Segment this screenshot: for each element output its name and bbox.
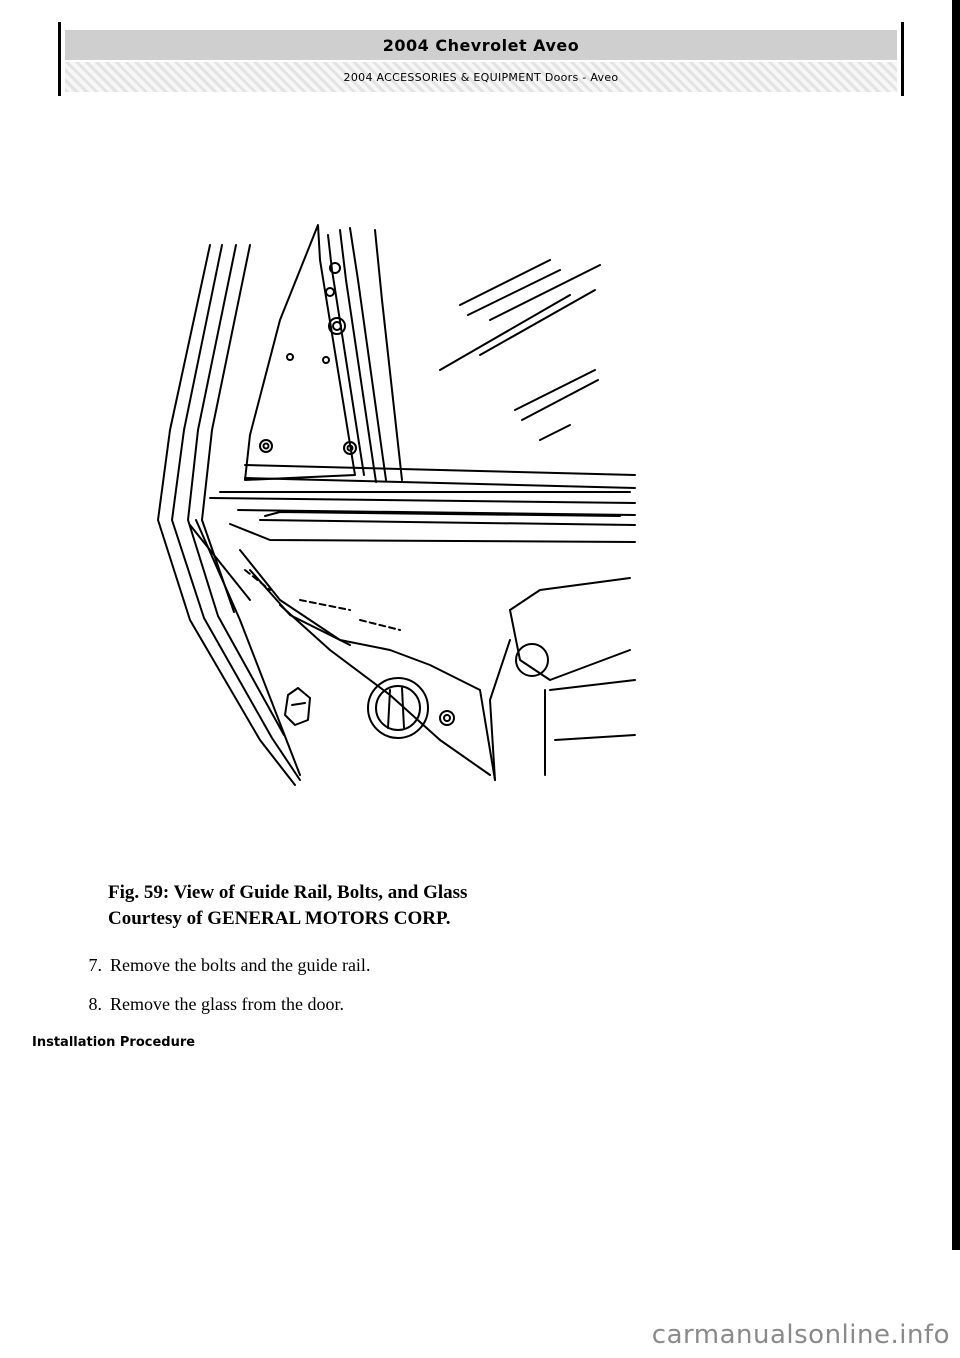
- page-header: [58, 22, 904, 96]
- figure-caption-credit: Courtesy of GENERAL MOTORS CORP.: [108, 908, 451, 929]
- guide-rail-illustration: [150, 220, 640, 800]
- step-text: Remove the glass from the door.: [110, 994, 344, 1014]
- figure-caption-title: Fig. 59: View of Guide Rail, Bolts, and Glass: [108, 882, 468, 903]
- section-heading: Installation Procedure: [32, 1035, 196, 1050]
- step-number: 8.: [88, 994, 102, 1014]
- header-title: 2004 Chevrolet Aveo: [65, 30, 897, 60]
- list-item: [68, 954, 768, 976]
- page-edge-rule: [952, 0, 960, 1250]
- header-subtitle: 2004 ACCESSORIES & EQUIPMENT Doors - Aveo: [65, 62, 897, 92]
- figure-caption: [108, 880, 628, 932]
- step-text: Remove the bolts and the guide rail.: [110, 955, 371, 975]
- watermark-link[interactable]: carmanualsonline.info: [651, 1320, 950, 1350]
- step-number: 7.: [88, 955, 102, 975]
- list-item: [68, 993, 768, 1015]
- procedure-steps: [68, 954, 768, 1032]
